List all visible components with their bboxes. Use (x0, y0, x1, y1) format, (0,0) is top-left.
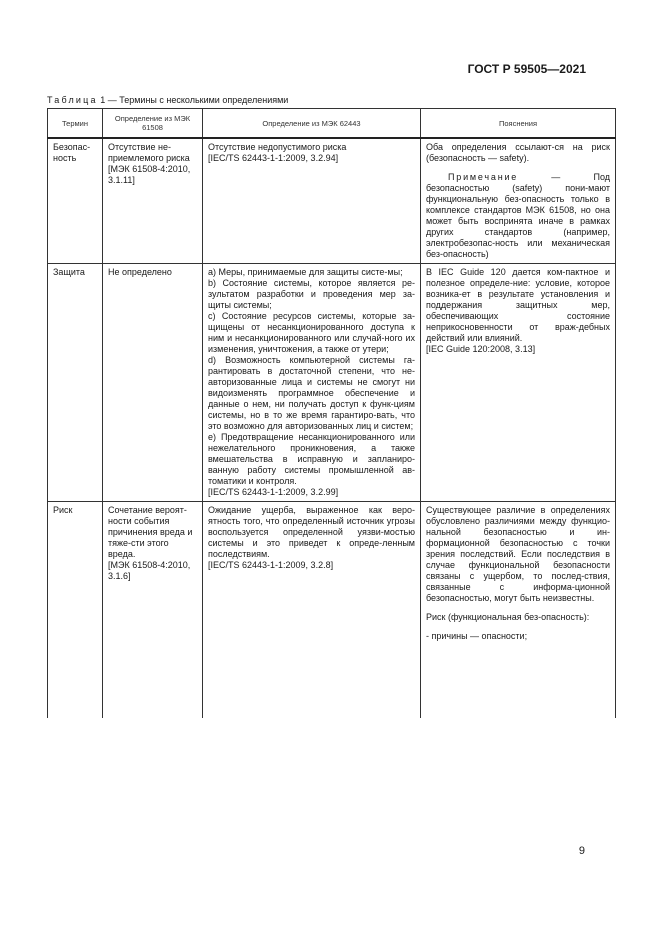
definition-text: Сочетание вероят-ности события причинения вреда и тяже-сти этого вреда. (108, 505, 193, 559)
table-row (48, 502, 616, 718)
definition-item: d) Возможность компьютерной системы га-рантировать в достаточной степени, что не-авторизованные лица и системы не смогут ни видоизменять программное обеспечение и данные о нем, ни получать доступ к функ-циям системы, но в то же время гарантиро-вать, что это возможно для авторизованных лиц и систем; (208, 355, 415, 431)
definition-text: Отсутствие недопустимого риска (208, 142, 347, 152)
note-text: Риск (функциональная без-опасность): (426, 612, 590, 622)
table-header-row (48, 109, 616, 139)
iec62443-cell (203, 502, 421, 718)
notes-cell (421, 502, 616, 718)
reference-text: [МЭК 61508-4:2010, 3.1.6] (108, 560, 191, 581)
table-row (48, 264, 616, 502)
table-caption (47, 95, 288, 105)
note-text: Существующее различие в определениях обусловлено различиями между функцио-нальной безопасностью и ин-формационной безопасностью с точки зрения последствий. Если последствия в случае функциональной безопасности связаны с ущербом, то послед-ствия, связанные с информа-ционной безопасностью, могут быть неизвестны. (426, 505, 610, 603)
iec62443-cell (203, 264, 421, 502)
definition-item: е) Предотвращение несанкционированного или нежелательного проникновения, а также вмешательства в исправную и запланиро-ванную работу системы промышленной ав-томатики и контроля. (208, 432, 415, 486)
term-cell: Риск (48, 502, 103, 718)
note-paragraph (426, 172, 610, 260)
note-label: Примечание (448, 172, 519, 182)
definition-text: Ожидание ущерба, выраженное как веро-ятность того, что определенный источник угрозы воспользуется определенной уязви-мостью системы и это приведет к опреде-ленным последствиям. (208, 505, 415, 559)
iec61508-cell (103, 264, 203, 502)
note-dash: — Под (518, 172, 610, 182)
definition-item: с) Состояние ресурсов системы, которые за-щищены от несанкционированного доступа к ним и несанкционированного или случай-ного их изменения, уничтожения, а также от утери; (208, 311, 415, 354)
table-row (48, 138, 616, 264)
definition-text: Отсутствие не-приемлемого риска [МЭК 61508-4:2010, 3.1.11] (108, 142, 191, 185)
reference-text: [IEC/TS 62443-1-1:2009, 3.2.8] (208, 560, 334, 570)
reference-text: [IEC/TS 62443-1-1:2009, 3.2.94] (208, 153, 339, 163)
definition-text: Не определено (108, 267, 172, 277)
column-header-iec61508: Определение из МЭК 61508 (103, 109, 203, 139)
document-header: ГОСТ Р 59505—2021 (467, 62, 586, 76)
term-cell: Защита (48, 264, 103, 502)
iec62443-cell (203, 138, 421, 264)
column-header-term: Термин (48, 109, 103, 139)
notes-cell (421, 264, 616, 502)
reference-text: [IEC Guide 120:2008, 3.13] (426, 344, 536, 354)
note-text: - причины — опасности; (426, 631, 528, 641)
definition-item: а) Меры, принимаемые для защиты систе-мы; (208, 267, 403, 277)
note-body: безопасностью (safety) пони-мают функциональную без-опасность только в комплексе стандартов МЭК 61508, но она может быть воспринята иначе в рамках других стандартов (например, электробезопас-ность или механическая без-опасность) (426, 183, 610, 259)
definition-item: b) Состояние системы, которое является ре-зультатом разработки и проведения мер за-щиты системы; (208, 278, 415, 310)
terms-table (47, 108, 616, 718)
iec61508-cell (103, 138, 203, 264)
table-caption-text: 1 — Термины с несколькими определениями (100, 95, 289, 105)
notes-cell (421, 138, 616, 264)
column-header-iec62443: Определение из МЭК 62443 (203, 109, 421, 139)
reference-text: [IEC/TS 62443-1-1:2009, 3.2.99] (208, 487, 339, 497)
table-caption-label: Таблица (47, 95, 98, 105)
note-text: В IEC Guide 120 дается ком-пактное и полезное определе-ние: условие, которое возника-ет в результате установления и поддержания защитных мер, обеспечивающих состояние неприкосновенности от враж-дебных действий или влияний. (426, 267, 610, 343)
iec61508-cell (103, 502, 203, 718)
column-header-notes: Пояснения (421, 109, 616, 139)
term-cell: Безопас-ность (48, 138, 103, 264)
note-text: Оба определения ссылают-ся на риск (безопасность — safety). (426, 142, 610, 163)
page-number: 9 (578, 845, 585, 857)
